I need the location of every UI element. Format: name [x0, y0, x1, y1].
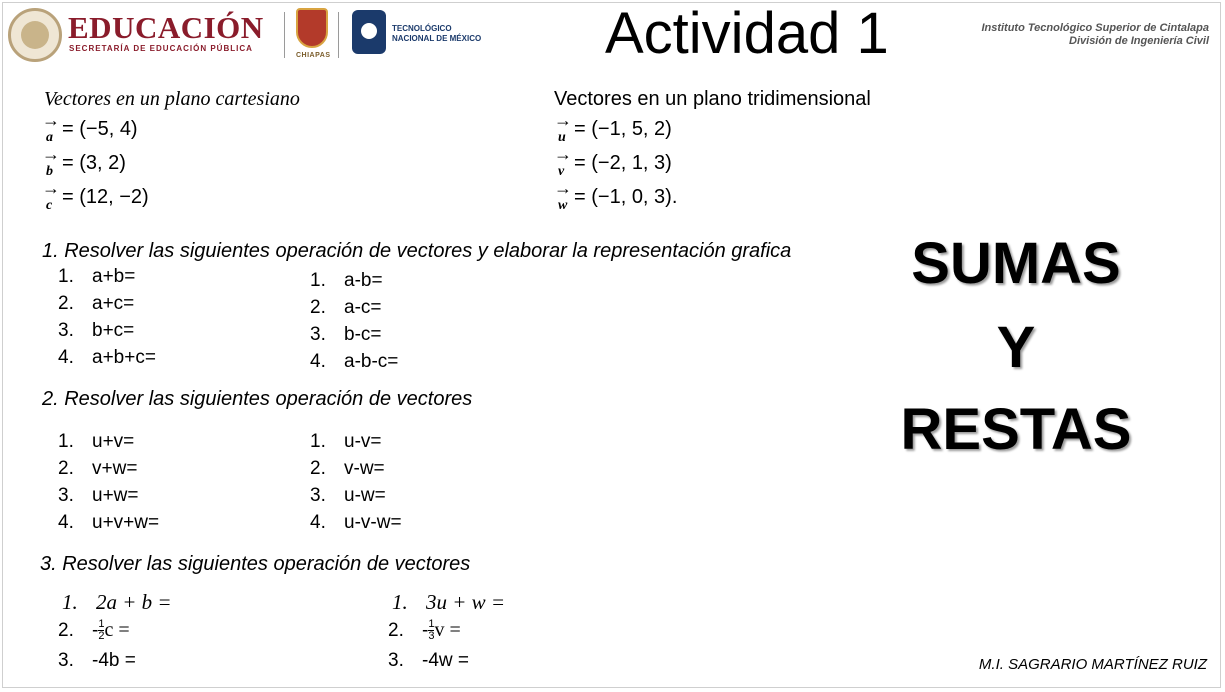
vector-w-definition	[554, 178, 678, 213]
arrow-icon: →	[554, 144, 572, 164]
item-text: c =	[104, 619, 130, 641]
side-title-line1: SUMAS	[911, 231, 1121, 296]
vector-symbol	[554, 144, 574, 179]
list-item	[58, 320, 134, 342]
vector-symbol	[554, 110, 574, 145]
item-text: u+v=	[92, 431, 135, 452]
item-number: 2.	[310, 458, 326, 479]
item-number: 3.	[310, 485, 326, 506]
plane-vectors-title: Vectores en un plano cartesiano	[44, 88, 300, 110]
item-text: u-v=	[344, 431, 382, 452]
item-prefix: -	[422, 620, 429, 641]
author-name: M.I. SAGRARIO MARTÍNEZ RUIZ	[978, 656, 1207, 673]
list-item	[388, 650, 469, 672]
item-number: 3.	[310, 324, 326, 345]
item-number: 1.	[310, 431, 326, 452]
tnm-label: TECNOLÓGICO NACIONAL DE MÉXICO	[392, 24, 482, 43]
institute-info	[981, 22, 1209, 48]
section3-heading: 3. Resolver las siguientes operación de vectores	[40, 553, 471, 575]
chiapas-label: CHIAPAS	[296, 52, 331, 59]
item-number: 2.	[310, 297, 326, 318]
item-text: a-c=	[344, 297, 382, 318]
vector-value: = (−2, 1, 3)	[574, 152, 672, 174]
list-item	[310, 297, 382, 319]
item-text: a+c=	[92, 293, 135, 314]
vector-value: = (−1, 0, 3).	[574, 186, 678, 208]
item-text: a+b=	[92, 266, 136, 287]
vector-a-definition	[42, 110, 138, 145]
list-item	[388, 619, 461, 642]
vector-name: v	[558, 164, 565, 179]
vector-value: = (3, 2)	[62, 152, 126, 174]
item-number: 4.	[58, 347, 74, 368]
institute-name: Instituto Tecnológico Superior de Cintalapa	[981, 22, 1209, 34]
list-item	[58, 347, 156, 369]
list-item	[58, 619, 130, 642]
item-number: 1.	[310, 270, 326, 291]
fraction-numerator: 1	[98, 618, 105, 631]
item-text: a-b-c=	[344, 351, 399, 372]
arrow-icon: →	[42, 178, 60, 198]
item-number: 2.	[388, 620, 404, 641]
item-text: 2a + b =	[96, 590, 172, 614]
list-item	[58, 431, 134, 453]
item-number: 1.	[392, 590, 408, 614]
item-text: a+b+c=	[92, 347, 156, 368]
vector-name: c	[46, 198, 53, 213]
list-item	[58, 266, 135, 288]
list-item	[58, 512, 159, 534]
fraction-denominator: 3	[428, 630, 435, 643]
item-text: v-w=	[344, 458, 385, 479]
space-vectors-title: Vectores en un plano tridimensional	[554, 88, 871, 110]
list-item	[310, 458, 385, 480]
sep-logo-text: EDUCACIÓN	[68, 10, 264, 45]
item-text: u+v+w=	[92, 512, 160, 533]
item-text: -4w =	[422, 650, 469, 671]
vector-name: b	[46, 164, 53, 179]
list-item	[58, 485, 138, 507]
item-number: 3.	[58, 320, 74, 341]
item-number: 3.	[58, 485, 74, 506]
vector-symbol	[42, 144, 62, 179]
list-item	[58, 293, 134, 315]
mexico-seal-logo	[8, 8, 62, 62]
item-text: a-b=	[344, 270, 383, 291]
side-title-line3: RESTAS	[900, 397, 1132, 462]
item-text: u-v-w=	[344, 512, 402, 533]
list-item	[58, 458, 137, 480]
vector-symbol	[42, 110, 62, 145]
side-title-line2: Y	[996, 315, 1036, 380]
section1-heading: 1. Resolver las siguientes operación de vectores y elaborar la representación grafica	[42, 240, 792, 262]
item-text: -4b =	[92, 650, 136, 671]
item-number: 4.	[58, 512, 74, 533]
vector-v-definition	[554, 144, 672, 179]
arrow-icon: →	[554, 178, 572, 198]
list-item	[310, 512, 402, 534]
vector-value: = (12, −2)	[62, 186, 149, 208]
item-text: b-c=	[344, 324, 382, 345]
arrow-icon: →	[554, 110, 572, 130]
item-text: b+c=	[92, 320, 135, 341]
vector-value: = (−1, 5, 2)	[574, 118, 672, 140]
vector-b-definition	[42, 144, 126, 179]
logo-divider	[284, 12, 285, 58]
logo-divider	[338, 12, 339, 58]
item-text: u-w=	[344, 485, 386, 506]
list-item	[310, 485, 386, 507]
list-item	[62, 590, 172, 615]
fraction-denominator: 2	[98, 630, 105, 643]
item-number: 3.	[58, 650, 74, 671]
item-prefix: -	[92, 620, 99, 641]
item-number: 4.	[310, 512, 326, 533]
list-item	[310, 351, 398, 373]
page-title: Actividad 1	[605, 1, 889, 66]
chiapas-shield-logo	[296, 8, 328, 48]
vector-symbol	[554, 178, 574, 213]
list-item	[392, 590, 505, 615]
section2-heading: 2. Resolver las siguientes operación de vectores	[42, 388, 473, 410]
division-name: División de Ingeniería Civil	[1069, 35, 1209, 47]
item-number: 1.	[62, 590, 78, 614]
item-number: 2.	[58, 620, 74, 641]
list-item	[310, 431, 382, 453]
arrow-icon: →	[42, 144, 60, 164]
item-number: 3.	[388, 650, 404, 671]
sep-subtitle: SECRETARÍA DE EDUCACIÓN PÚBLICA	[69, 44, 253, 53]
list-item	[310, 270, 383, 292]
arrow-icon: →	[42, 110, 60, 130]
tnm-gear-logo	[352, 10, 386, 54]
item-number: 2.	[58, 458, 74, 479]
vector-c-definition	[42, 178, 149, 213]
item-text: 3u + w =	[426, 590, 506, 614]
item-number: 4.	[310, 351, 326, 372]
item-number: 2.	[58, 293, 74, 314]
seal-emblem	[21, 21, 49, 49]
vector-u-definition	[554, 110, 672, 145]
list-item	[310, 324, 382, 346]
item-text: u+w=	[92, 485, 139, 506]
gear-hole	[361, 23, 377, 39]
vector-name: a	[46, 130, 53, 145]
item-number: 1.	[58, 431, 74, 452]
item-text: v+w=	[92, 458, 138, 479]
fraction-numerator: 1	[428, 618, 435, 631]
vector-name: u	[558, 130, 566, 145]
vector-value: = (−5, 4)	[62, 118, 138, 140]
vector-symbol	[42, 178, 62, 213]
vector-name: w	[558, 198, 568, 213]
item-text: v =	[434, 619, 461, 641]
item-number: 1.	[58, 266, 74, 287]
list-item	[58, 650, 136, 672]
